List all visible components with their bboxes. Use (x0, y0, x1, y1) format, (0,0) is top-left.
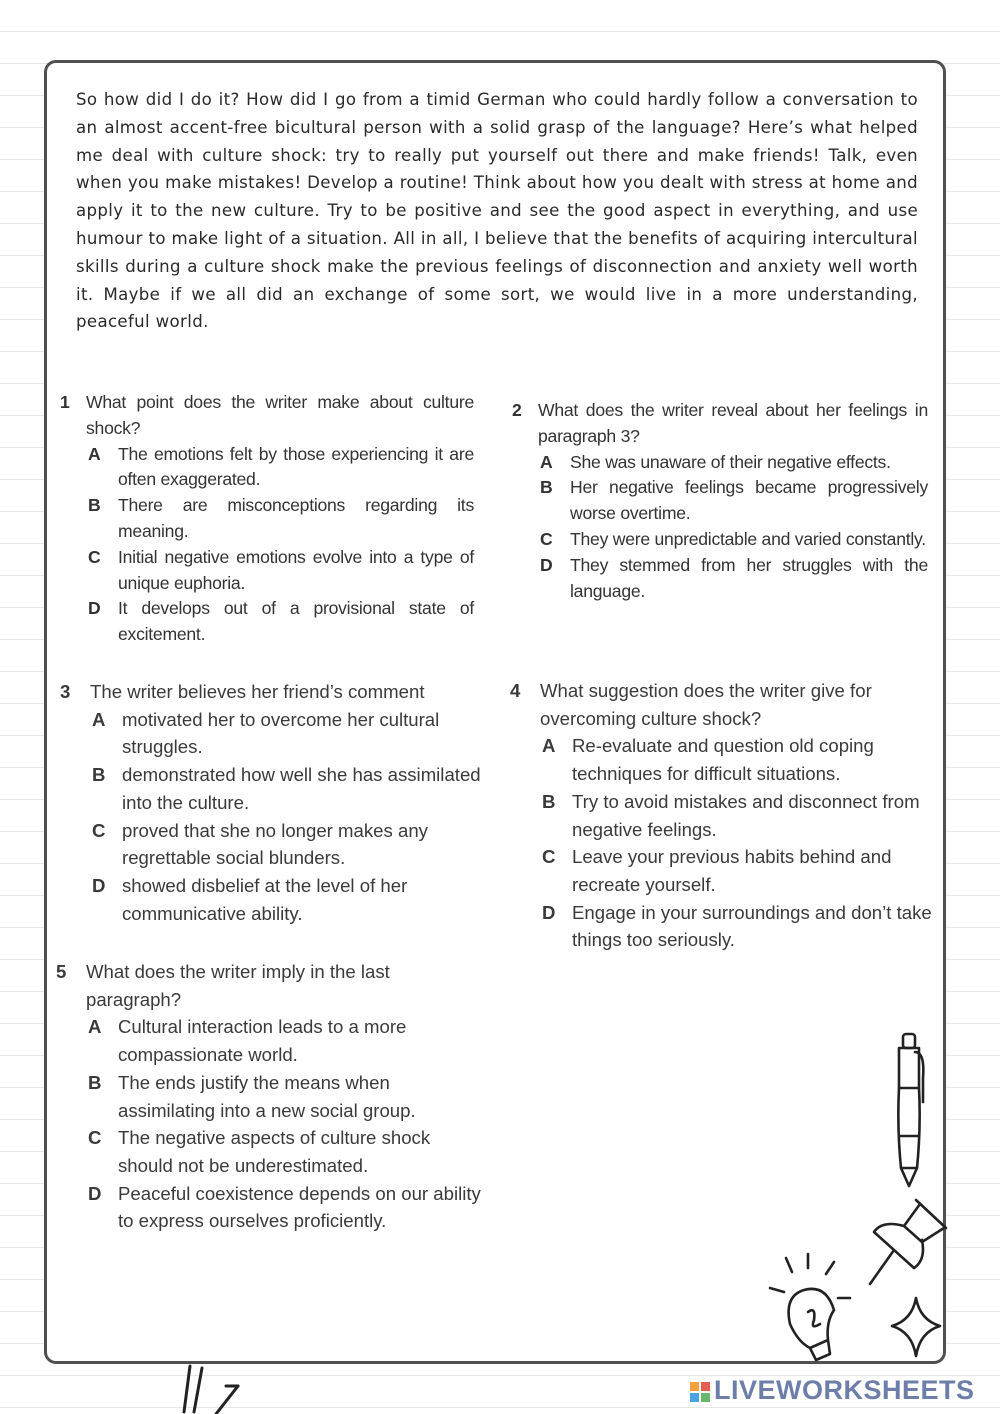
question-text: What does the writer reveal about her feelings in paragraph 3? (538, 400, 928, 446)
option-text: proved that she no longer makes any regrettable social blunders. (122, 819, 428, 869)
option-letter: B (542, 790, 556, 812)
option-text: Peaceful coexistence depends on our ability to express ourselves proficiently. (118, 1182, 481, 1232)
question-4 (510, 677, 936, 954)
option-a[interactable] (60, 706, 490, 761)
option-letter: A (88, 443, 101, 464)
option-text: She was unaware of their negative effects. (570, 451, 891, 472)
question-text: The writer believes her friend’s comment (90, 681, 425, 702)
question-number: 2 (512, 400, 522, 420)
brand-name: LIVEWORKSHEETS (714, 1375, 975, 1405)
option-b[interactable] (60, 761, 490, 816)
option-c[interactable] (512, 527, 928, 553)
option-a[interactable] (512, 450, 928, 476)
lightbulb-icon (764, 1252, 864, 1364)
option-letter: D (540, 554, 553, 575)
logo-square (701, 1393, 710, 1402)
option-letter: C (88, 546, 101, 567)
option-letter: C (542, 846, 556, 868)
option-d[interactable] (60, 872, 490, 927)
option-letter: D (88, 1182, 102, 1204)
option-d[interactable] (510, 899, 936, 954)
question-stem (60, 678, 490, 706)
question-3 (60, 678, 490, 927)
option-c[interactable] (60, 817, 490, 872)
option-text: Initial negative emotions evolve into a type of unique euphoria. (118, 546, 474, 593)
question-stem (510, 677, 936, 732)
sparkle-icon (888, 1294, 944, 1360)
question-stem (512, 398, 928, 450)
option-a[interactable] (510, 732, 936, 787)
option-letter: B (92, 764, 106, 786)
option-letter: A (88, 1016, 102, 1038)
option-b[interactable] (60, 493, 474, 545)
option-letter: B (88, 1071, 102, 1093)
logo-square (690, 1382, 699, 1391)
option-text: Re-evaluate and question old coping techniques for difficult situations. (572, 735, 874, 785)
question-number: 5 (56, 961, 67, 982)
question-text: What point does the writer make about culture shock? (86, 392, 474, 438)
option-letter: C (92, 819, 106, 841)
option-text: Leave your previous habits behind and recreate yourself. (572, 846, 892, 895)
pen-icon (886, 1028, 936, 1190)
option-letter: A (540, 451, 553, 472)
pushpin-icon (858, 1192, 952, 1292)
option-d[interactable] (60, 596, 474, 648)
option-letter: C (88, 1127, 102, 1149)
option-text: The negative aspects of culture shock should not be underestimated. (118, 1127, 431, 1176)
option-text: showed disbelief at the level of her communicative ability. (122, 874, 408, 924)
option-letter: A (92, 708, 106, 730)
reading-passage: So how did I do it? How did I go from a timid German who could hardly follow a conversation to an almost accent-free bicultural person with a solid grasp of the language? Here’s what helped me deal with culture shock: try to really put yourself out there and make friends! Talk, even when you make mistakes! Develop a routine! Think about how you dealt with stress at home and apply it to the new culture. Try to be positive and see the good aspect in everything, and use humour to make light of a situation. All in all, I believe that the benefits of acquiring intercultural skills during a culture shock make the previous feelings of disconnection and anxiety well worth it. Maybe if we all did an exchange of some sort, we would live in a more understanding, peaceful world. (76, 90, 918, 332)
option-d[interactable] (56, 1180, 488, 1235)
option-d[interactable] (512, 553, 928, 605)
option-text: Engage in your surroundings and don’t take things too seriously. (572, 901, 932, 951)
option-letter: D (92, 874, 106, 896)
option-text: motivated her to overcome her cultural struggles. (122, 708, 440, 758)
option-c[interactable] (510, 843, 936, 898)
option-c[interactable] (60, 545, 474, 597)
option-text: They stemmed from her struggles with the language. (570, 554, 928, 601)
option-b[interactable] (56, 1069, 488, 1124)
logo-square (701, 1382, 710, 1391)
question-1 (60, 390, 474, 648)
option-a[interactable] (60, 442, 474, 494)
question-stem (60, 390, 474, 442)
option-c[interactable] (56, 1124, 488, 1179)
question-number: 3 (60, 681, 71, 702)
option-letter: B (540, 477, 553, 498)
option-b[interactable] (510, 788, 936, 843)
option-text: demonstrated how well she has assimilated into the culture. (122, 764, 481, 813)
question-text: What suggestion does the writer give for overcoming culture shock? (540, 680, 872, 729)
option-text: Cultural interaction leads to a more compassionate world. (118, 1016, 407, 1066)
pencil-doodle-icon (176, 1362, 248, 1414)
option-letter: A (542, 735, 556, 757)
option-letter: D (88, 598, 101, 619)
question-number: 4 (510, 680, 521, 701)
option-letter: D (542, 901, 556, 923)
question-2 (512, 398, 928, 604)
logo-square (690, 1393, 699, 1402)
option-text: Try to avoid mistakes and disconnect from negative feelings. (572, 790, 920, 840)
option-text: The ends justify the means when assimilating into a new social group. (118, 1071, 416, 1121)
option-text: It develops out of a provisional state of excitement. (118, 598, 474, 645)
liveworksheets-logo[interactable] (690, 1372, 975, 1408)
option-text: Her negative feelings became progressively worse overtime. (570, 477, 928, 524)
question-stem (56, 958, 488, 1013)
question-number: 1 (60, 392, 70, 412)
option-text: There are misconceptions regarding its meaning. (118, 495, 474, 541)
option-letter: C (540, 528, 553, 549)
question-text: What does the writer imply in the last paragraph? (86, 961, 390, 1010)
option-text: They were unpredictable and varied constantly. (570, 528, 926, 549)
brand-logo-icon (690, 1382, 710, 1402)
option-text: The emotions felt by those experiencing it are often exaggerated. (118, 443, 474, 490)
option-letter: B (88, 495, 101, 516)
option-a[interactable] (56, 1013, 488, 1068)
option-b[interactable] (512, 475, 928, 527)
question-5 (56, 958, 488, 1235)
